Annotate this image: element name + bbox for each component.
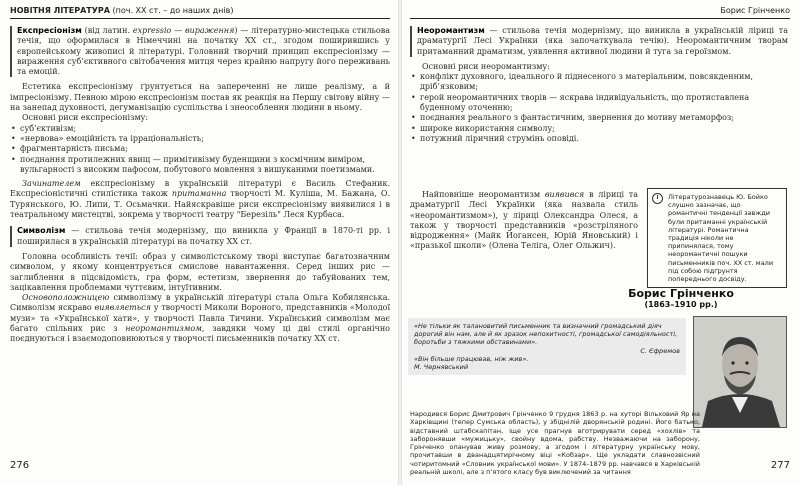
quote-2-author: М. Чернявський — [414, 363, 469, 372]
founder-text-b: творчості М. Куліша, М. Бажана, О. Турянського, Ю. Липи, Т. Осьмачки. Найяскравіше риси експресіонізму виявилися і в театральному мистецтві, зокрема у творчості театру "Березіль" Леся Курбаса. — [10, 189, 391, 220]
manifest-text-a: Найповніше неоромантизм — [422, 190, 545, 199]
founder-word: Зачинателем — [22, 179, 81, 189]
expressionism-intro: (від латин. — [81, 26, 133, 35]
manifest-text-b: в ліриці та драматургії Лесі Українки (яка назвала стиль «неоромантизмом»), у ліриці Олександра Олеся, а також у творчості представників «розстріляного відродження» (Майк Йогансен, Юрій Яновський) і «празької школи» (Олена Теліга, Олег Ольжич). — [410, 190, 638, 251]
right-page-number: 277 — [770, 460, 790, 471]
symbolism-text-c: , завдяки чому ці дві стилі органічно поєднуються і взаємодоповнюються у творчості письменників початку ХХ ст. — [10, 324, 390, 344]
list-item: • суб’єктивізм; — [10, 124, 390, 134]
expressionism-def-text: ) — літературно-мистецька стильова течія, що оформилася в Німеччині на початку ХХ ст., згодом поширившись у європейському живописі й літературі. Головний творчий принцип експресіонізму — вираження суб’єктивного світобачення митця через крайню напругу його переживань та емоцій. — [17, 26, 390, 77]
manifest-word: виявився — [544, 190, 585, 199]
symbolism-features: Головна особливість течії: образ у символістському творі виступає багатозначним символом, у якому концентрується смислове навантаження. Серед інших рис — заглиблення в підсвідомість, гра форм, естетизм, звернення до табуйованих тем, зацікавлення проблемами чуттєвим, інтуїтивним. — [10, 251, 390, 292]
symbolism-text-a: символізму в українській літературі стала Ольга Кобилянська. Символізм яскраво — [10, 293, 390, 313]
neoromanticism-manifest-block — [410, 190, 638, 252]
symbolism-manifest-word: виявляється — [94, 303, 151, 313]
side-note-box — [647, 188, 787, 288]
quote-1: «Не тільки як талановитий письменник та визначний громадський діяч дорогий він нам, але й як зразок непохитності, громадської самодіяльності, боротьби з тяжкими обставинами». — [414, 322, 678, 347]
neoromanticism-definition — [410, 26, 788, 57]
expressionism-gloss: вираження — [185, 26, 235, 35]
founder-text-a: експресіонізму в українській літературі є Василь Стефаник. Експресіоністичні стилістика також — [10, 179, 390, 199]
expressionism-term: Експресіонізм — [17, 26, 82, 35]
inherent-word: притаманна — [171, 189, 227, 199]
right-header-title: Борис Грінченко — [720, 6, 790, 15]
left-body — [10, 26, 390, 345]
symbolism-founders — [10, 293, 390, 344]
expressionism-definition — [10, 26, 390, 77]
neoromanticism-features-list — [410, 72, 788, 144]
neoromanticism-word: неоромантизмом — [125, 324, 202, 334]
symbolism-founder-word: Основоположницею — [22, 293, 110, 303]
list-item: • герой неоромантичних творів — яскрава індивідуальність, що протиставлена буденному оточенню; — [410, 93, 788, 114]
left-header-title: НОВІТНЯ ЛІТЕРАТУРА — [10, 6, 110, 15]
biography-text — [410, 410, 700, 476]
portrait-image — [693, 316, 787, 428]
clock-icon — [652, 193, 663, 204]
biography-name: Борис Грінченко — [628, 287, 734, 300]
left-running-header — [10, 6, 390, 19]
symbolism-definition — [10, 226, 390, 247]
right-running-header — [410, 6, 790, 19]
list-item: • конфлікт духовного, ідеального й піднесеного з матеріальним, повсякденним, дріб’язковим; — [410, 72, 788, 93]
list-item: • поєднання реального з фантастичним, звернення до мотиву метаморфоз; — [410, 113, 788, 123]
right-page — [400, 0, 800, 485]
expressionism-features-list — [10, 124, 390, 175]
list-item: • широке використання символу; — [410, 124, 788, 134]
left-page-number: 276 — [10, 460, 30, 471]
list-item: • «нервова» емоційність та ірраціональність; — [10, 134, 390, 144]
symbolism-term: Символізм — [17, 226, 66, 236]
side-note-text: Літературознавець Ю. Бойко слушно зазначає, що романтичні тенденції завжди були притаманні українській літературі. Романтична традиція ніколи не припинялася, тому неоромантичні пошуки письменників поч. ХХ ст. мали під собою підґрунтя попереднього досвіду. — [668, 193, 774, 284]
biography-years: (1863–1910 рр.) — [644, 300, 718, 309]
neoromanticism-def-text: — стильова течія модернізму, що виникла в українській ліриці та драматургії Лесі Українки (яка започаткувала течію). Неоромантичним творам притаманний драматизм, уявлення активної людини й туга за героїзмом. — [417, 26, 788, 56]
expressionism-latin: expressio — [132, 26, 172, 35]
biography-heading — [576, 287, 786, 309]
symbolism-text-b: у творчості Миколи Вороного, представників «Молодої музи» та «Української хати», у творчості Павла Тичини. Український символізм має багато спільних рис з — [10, 303, 391, 334]
expressionism-aesthetics: Естетика експресіонізму ґрунтується на запереченні не лише реалізму, а й імпресіонізму. Певною мірою експресіонізм постав як реакція на Першу світову війну — на занепад духовності, дегуманізацію суспільства і знеособлення людини в ньому. — [10, 82, 390, 113]
list-item: • потужний ліричний струмінь оповіді. — [410, 134, 788, 144]
list-item: • фрагментарність письма; — [10, 144, 390, 154]
left-header-subtitle: (поч. ХХ ст. – до наших днів) — [109, 6, 234, 15]
right-body — [410, 26, 788, 144]
quotes-box — [408, 318, 686, 375]
expressionism-features-title: Основні риси експресіонізму: — [22, 113, 149, 123]
biography-paragraph: Народився Борис Дмитрович Грінченко 9 грудня 1863 р. на хуторі Вільховий Яр на Харківщині (тепер Сумська область), у збіднілій дворянській родині. Його батько, відставний штабскапітан, іще усе прагнув вготрирувати серед «хохлів» та заборонявши «мужицьку», свойну вдома, рабству. Незважаючи на заборону, Грінченко опанував живу розмову, а згодом і літературну українську мову, прочитавши в дванадцятирічному віці «Кобзар». Ще укладати славнозвісний чотиритомний «Словник української мови». У 1874–1879 рр. навчався в Харківській реальній школі, але з п’ятого класу був виключений за читання — [410, 410, 700, 477]
neoromanticism-manifest — [410, 190, 638, 252]
quote-2: «Він більше працював, ніж жив». — [414, 354, 529, 363]
list-item: • поєднання протилежних явищ — примітивізму буденщини з космічним виміром, вульгарності з високим пафосом, побутового мовлення з вишуканими поетизмами. — [10, 155, 390, 176]
expressionism-founders — [10, 179, 390, 220]
symbolism-def-text: — стильова течія модернізму, що виникла у Франції в 1870-ті рр. і поширилася в українській літературі на початку ХХ ст. — [17, 226, 390, 246]
portrait-drawing — [694, 317, 786, 427]
quote-1-author: С. Єфремов — [640, 346, 680, 355]
neoromanticism-features-title: Основні риси неоромантизму: — [422, 61, 550, 71]
expressionism-dash: — — [171, 26, 185, 35]
neoromanticism-term: Неоромантизм — [417, 26, 485, 35]
